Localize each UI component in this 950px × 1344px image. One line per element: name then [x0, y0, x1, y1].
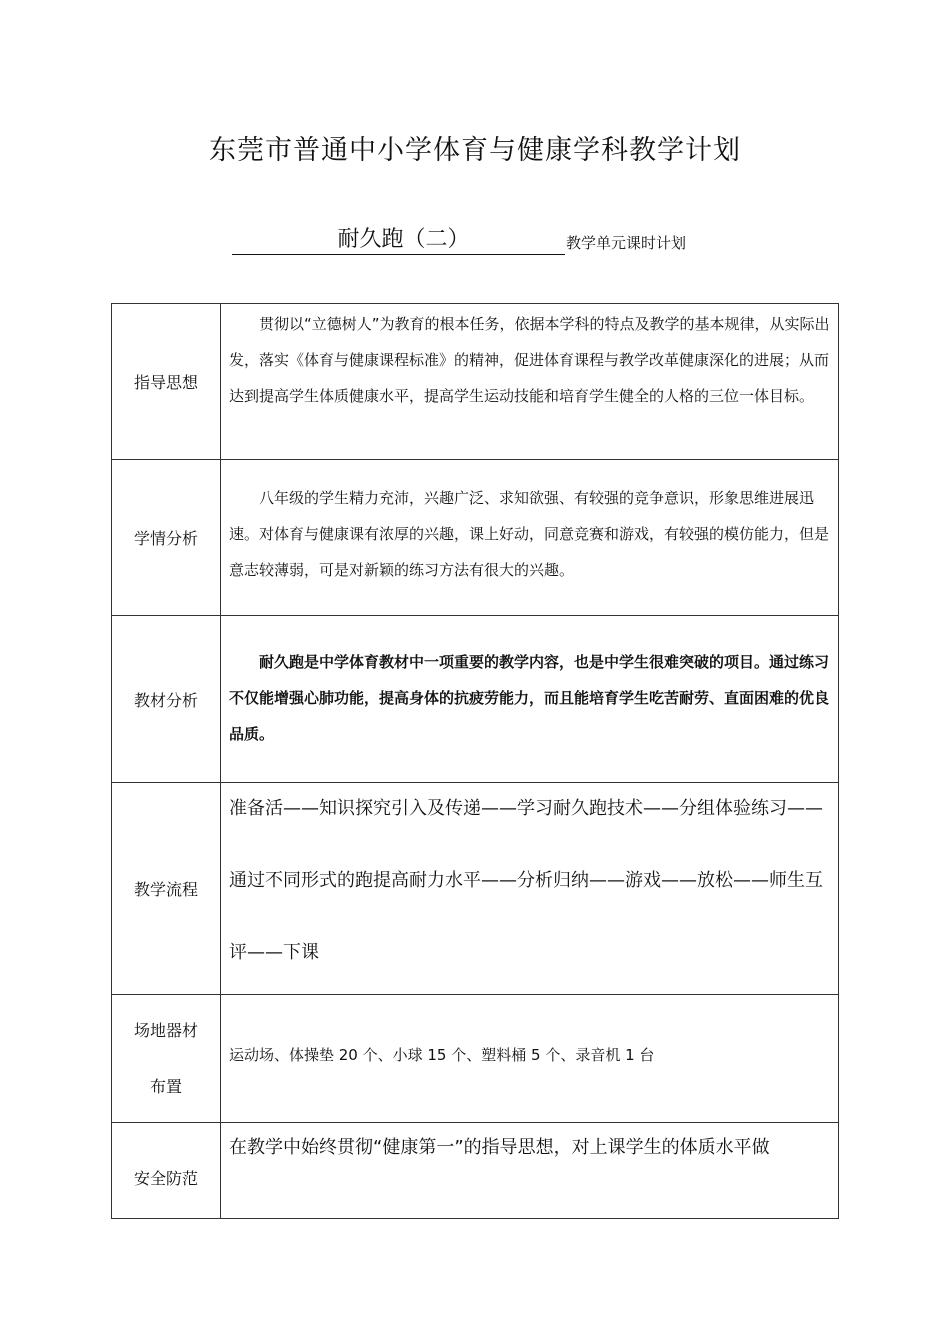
teaching-flow-text: 准备活——知识探究引入及传递——学习耐久跑技术——分组体验练习——通过不同形式的跑提高耐力水平——分析归纳——游戏——放松——师生互评——下课 — [229, 798, 823, 963]
student-analysis-label: 学情分析 — [112, 460, 221, 616]
guiding-thought-text: 贯彻以“立德树人”为教育的根本任务，依据本学科的特点及教学的基本规律，从实际出发，落实《体育与健康课程标准》的精神，促进体育课程与教学改革健康深化的进展；从而达到提高学生体质健康水平，提高学生运动技能和培育学生健全的人格的三位一体目标。 — [229, 315, 830, 405]
row-venue-equipment — [112, 995, 839, 1123]
material-analysis-label: 教材分析 — [112, 616, 221, 783]
safety-cell — [221, 1123, 839, 1219]
unit-name: 耐久跑（二） — [232, 226, 565, 255]
student-analysis-text: 八年级的学生精力充沛，兴趣广泛、求知欲强、有较强的竞争意识，形象思维进展迅速。对体育与健康课有浓厚的兴趣，课上好动，同意竞赛和游戏，有较强的模仿能力，但是意志较薄弱，可是对新颖的练习方法有很大的兴趣。 — [229, 489, 830, 579]
guiding-thought-cell — [221, 304, 839, 460]
document-title: 东莞市普通中小学体育与健康学科教学计划 — [209, 135, 741, 166]
row-material-analysis — [112, 616, 839, 783]
safety-text: 在教学中始终贯彻“健康第一”的指导思想，对上课学生的体质水平做 — [229, 1137, 770, 1158]
unit-heading — [232, 226, 832, 256]
teaching-flow-label: 教学流程 — [112, 783, 221, 995]
venue-equipment-cell — [221, 995, 839, 1123]
lesson-plan-table — [111, 303, 839, 1219]
material-analysis-cell — [221, 616, 839, 783]
unit-suffix: 教学单元课时计划 — [566, 234, 687, 252]
row-safety — [112, 1123, 839, 1219]
student-analysis-cell — [221, 460, 839, 616]
row-teaching-flow — [112, 783, 839, 995]
teaching-flow-cell — [221, 783, 839, 995]
row-guiding-thought — [112, 304, 839, 460]
venue-equipment-label — [112, 995, 221, 1123]
venue-equipment-label-line1: 场地器材 — [133, 1020, 198, 1040]
safety-label: 安全防范 — [112, 1123, 221, 1219]
guiding-thought-label: 指导思想 — [112, 304, 221, 460]
venue-equipment-label-line2: 布置 — [149, 1076, 182, 1096]
material-analysis-text: 耐久跑是中学体育教材中一项重要的教学内容，也是中学生很难突破的项目。通过练习不仅能增强心肺功能，提高身体的抗疲劳能力，而且能培育学生吃苦耐劳、直面困难的优良品质。 — [229, 653, 830, 743]
row-student-analysis — [112, 460, 839, 616]
venue-equipment-text: 运动场、体操垫 20 个、小球 15 个、塑料桶 5 个、录音机 1 台 — [229, 1046, 655, 1064]
